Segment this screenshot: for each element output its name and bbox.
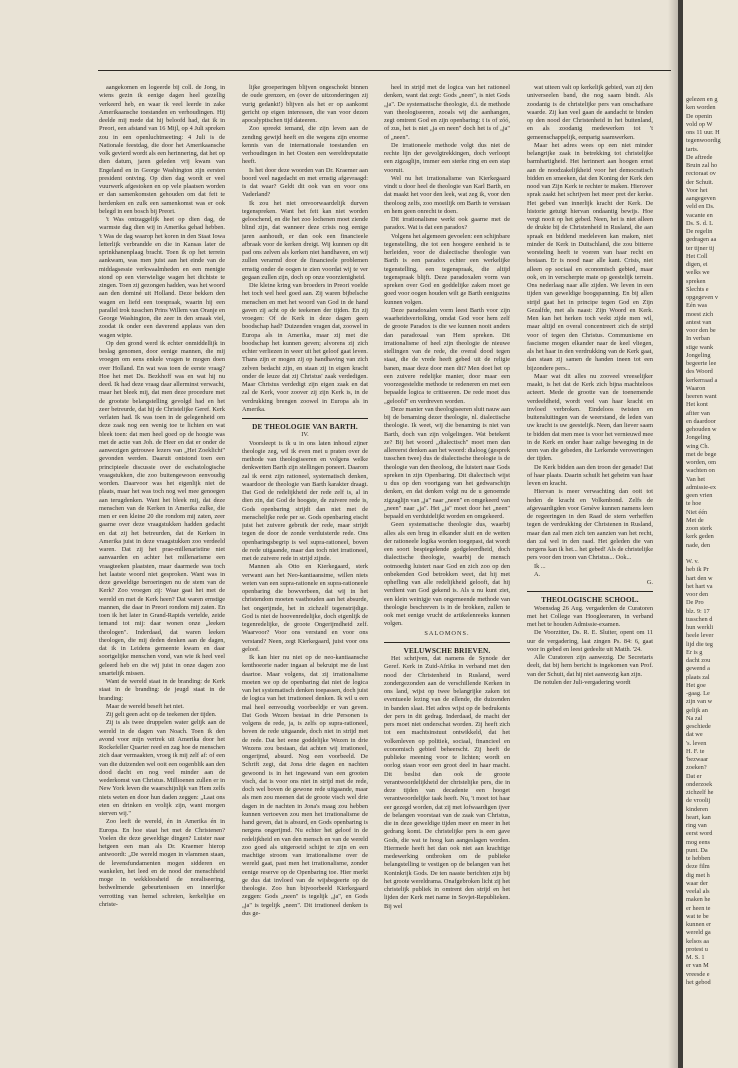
fragment-line: Jongeling <box>686 434 711 442</box>
paragraph: Woensdag 26 Aug. vergaderden de Curatoren met het College van Hoogleeraren, in verband met het te houden Admissie-examen. <box>527 604 653 628</box>
fragment-line: nade, den <box>686 541 711 549</box>
fragment-line: De regelin <box>686 228 713 235</box>
fragment-line: onderzoek <box>686 780 713 788</box>
fragment-line: mog eens <box>686 838 710 846</box>
fragment-line: waar der <box>686 879 708 887</box>
paragraph: aangekomen en logeerde bij coll. de Jong, in wiens gezin ik eenige dagen heel gezellig verkeerd heb, en waar ik veel leerde in zake Amerikaansche toestanden en verhoudingen. Hij deelde mij mede dat hij beloofd had, dat ik in Preori, een afstand van 16 Mijl, op 4 Juli spreken zou in een openluchtmeeting: 4 Juli is de Nationale feestdag, die door het Amerikaansche volk gevierd wordt als een herinnering, dat het op dien datum, jaren geleden vrij kwam van Engeland en in George Washington zijn eersten president ontving. Op dien dag wordt er veel vuurwerk afgestoken en op vele plaatsen worden er dan samenkomsten gehouden om dat feit te herdenken en zulk een samenkomst was er ook belegd in een bosch bij Preori. <box>99 84 225 215</box>
fragment-line: Jongeling <box>686 351 711 359</box>
fragment-line: kelsos aa <box>686 937 709 945</box>
column-4 <box>527 84 653 1064</box>
fragment-line: Het kont <box>686 401 708 409</box>
fragment-line: tegenwoordig <box>686 137 721 145</box>
paragraph: Zij is als twee druppelen water gelijk aan de wereld in de dagen van Noach. Toen ik den avond voor mijn vertrek uit Amerika door het Rockefeller Quarter reed en zag hoe de menschen zich daar vermaakten, vroeg ik mij zelf af: of een van die duizenden wel ooit een oogenblik aan den dood dacht en nog veel minder aan de wederkomst van Christus. Millioenen zullen er in New York leven die waarschijnlijk van Hem zelfs niets weten en door hun daden zeggen: „Laat ons eten en drinken en vrolijk zijn, want morgen sterven wij." <box>99 719 225 817</box>
fragment-line: moest zich <box>686 310 714 318</box>
fragment-line: met de bege <box>686 450 717 458</box>
paragraph: Op den grond werd ik echter onmiddellijk in beslag genomen, door eenige mannen, die mij vroegen om eens enkele vragen te mogen doen over Holland. En wat was toen de eerste vraag? Hoe het met Ds. Bezkhoff was en wat hij nu deed. Ik had deze vraag daar allerminst verwacht, maar het bleek mij, dat men deze procedure met de grootste belangstelling gevolgd had en het zeer betreurde, dat hij de Christelijke Geref. Kerk verlaten had. Ik was toen in de gelegenheid om deze zaak nog een wenig toe te lichten en wat bleek toen: dat men heel goed op de hoogte was met de actie van Joh. de Heer en dat er onder de aanwezigen getrouwe lezers van „Het Zoeklicht" gevonden werden. Daaruit ontstond toen een principieele discussie over de eschatologische vraagstukken, die zoo buitengewoon eenvoudig worden. Daarvoor was het eigenlijk niet de plaats, maar het was toch nog wel mee genoegen aan terugdenken. Want het bleek mij, dat deze menschen van de Kerken in Amerika zulke, die men er een kleine 20 die rondom mij zaten, zeer gaarne over deze vraagstukken hadden gedacht en dat zij het betreurden, dat de Kerken in Amerika juist in deze vraagstukken zoo verdeeld waren. Dat zij het prae-millenaristine niet aanvaarden en achter het millenarisme een vraagteeken plaatsten, maar daarmede was toch het laatste woord niet gesproken. Want was in deze geweldige beroeringen nu de stem van de Kerk? Zoo vroegen zij: Waar gaat het met de wereld en met de Kerk heen? Dat waren ernstige mannen, die daar in Preori rondom mij zaten. En toen ik het later in Grand-Rapids vertelde, zeide iemand tot mij: daar wonen onze „leeken theologen". Inderdaad, dat waren leeken theologen, die mij deden denken aan de dagen, dat ik in Leidens gemeente kwam en daar soortgelijke menschen vond, van wie ik heel veel geleerd heb en die wij juist in onze dagen zoo smartelijk missen. <box>99 339 225 677</box>
fragment-line: lijd die teg <box>686 640 713 648</box>
fragment-line: dat we <box>686 731 703 739</box>
section-divider <box>527 591 653 592</box>
fragment-line: er heen te <box>686 904 711 912</box>
author-signature: SALOMONS. <box>424 629 470 637</box>
fragment-line: Ds. S. d. L <box>686 219 713 227</box>
fragment-line: ring van <box>686 822 707 829</box>
paragraph: Maar de wereld beseft het niet. <box>106 702 184 710</box>
fragment-line: H. F. te <box>686 747 705 755</box>
fragment-line: kunnen er <box>686 921 712 928</box>
fragment-line: zijn van w <box>686 698 713 706</box>
paragraph: Maar wat dit alles nu zooveel vreeselijker maakt, is het dat de Kerk zich bijna machteloos acteert. Mede de grootte van de toenemende verdeeldheid, wordt veel van haar kracht en invloed verbroken. Eindeloos twisten en buitensluitingen van de weerstand, de leden van uw kracht is uw geestelijk. Neen, dan liever saam te bidden dat men mee is voor het vernieuwd mee in de Kerk en onder haar zalige beweging in de uren van die gebeden, die Lerkende veroveringen der tijden. <box>527 372 653 463</box>
fragment-line: zoeken? <box>686 764 707 772</box>
fragment-line: vold op W <box>686 120 713 128</box>
fragment-line: kerkerraad a <box>686 376 718 384</box>
fragment-line: worden, om <box>686 459 717 466</box>
fragment-line: begeerte lee <box>686 360 717 367</box>
fragment-line: De Pro <box>686 599 704 607</box>
fragment-line: De openin <box>686 112 713 120</box>
fragment-line: stige wank <box>686 343 714 351</box>
fragment-line: 's. leven <box>686 739 707 747</box>
author-signature-right: G. <box>646 579 653 586</box>
fragment-line: Er is g <box>686 648 703 656</box>
fragment-line: ken worden <box>686 104 716 112</box>
fragment-line: heeren want <box>686 393 717 400</box>
paragraph: Volgens het algemeen gevoelen: een schijnbare tegenstelling, die tot een hoogere eenheid is te herleiden, voor de dialectische theologie van Barth is een paradox echter een werkelijke tegenstelling, een tegenspraak, die altijd tegenspraak blijft. Deze paradoxalen vorm van spreken over God en goddelijke zaken moet ge goed voor oogen houden wilt ge Barth eenigszins kunnen volgen. <box>384 232 510 306</box>
paragraph: Zoo spreekt iemand, die zijn leven aan de zending gewijd heeft en die wegens zijn enorme kennis van de internationale toestanden en verhoudingen in het Oosten een wereldreputatie heeft. <box>242 125 368 166</box>
fragment-line: plaats zal <box>686 673 710 681</box>
fragment-line: gedragen aa <box>686 236 717 244</box>
fragment-line: gelijk an <box>686 706 708 714</box>
section-heading-barth: DE THEOLOGIE VAN BARTH. <box>252 423 358 431</box>
paragraph: Dit irrationalisme werkt ook gaarne met de paradox. Wat is dat een paradox? <box>384 216 510 232</box>
fragment-line: protest u <box>686 945 708 953</box>
paragraph: A. <box>534 570 541 578</box>
fragment-line <box>686 550 738 558</box>
paragraph: Deze manier van theologiseeren sluit nauw aan bij de benaming dezer theologie, nl. dialectische theologie. Ik weet, wij die benaming is niet van Barth, doch van zijn volgelingen. Wat betekent ze? Bij het woord „dialectisch" moet men dan allereerst denken aan het woord: dialoog (gesprek tusschen twee) dus de dialectische theologie is de theologie van den theoloog, die luistert naar Gods spreken in zijn Openbaring. Dit dialectisch wijst u dus op den voortgang van het gedwarschijn denken, en dat denken volgt nu de u genoemde zigzaglijn van „ja" naar „neen" en omgekeerd van „neen" naar „ja". Het „ja" moet door het „neen" bepaald en verduidelijkt worden en omgekeerd. <box>384 405 510 520</box>
column-3 <box>384 84 510 1064</box>
fragment-line: gelezen en g <box>686 96 718 103</box>
fragment-line: het hart va <box>686 582 713 590</box>
fragment-line: te hebben <box>686 855 711 862</box>
fragment-line: gewend a <box>686 665 710 673</box>
fragment-line: hun werkli <box>686 624 714 631</box>
fragment-line: M. S. 1 <box>686 954 705 961</box>
fragment-line: spreken <box>686 277 706 285</box>
fragment-line: Voor het <box>686 186 708 194</box>
fragment-line: heb ik Pr <box>686 566 709 574</box>
paragraph: De Voorzitter, Ds. R. E. Sluiter, opent om 11 uur de vergadering, laat zingen Ps. 84: 6, gaat voor in gebed en leest gedeelte uit Matth. '24. <box>527 629 653 653</box>
fragment-line: des Woord <box>686 368 713 376</box>
fragment-line: en daardoor <box>686 417 716 425</box>
fragment-line: wat te be <box>686 912 709 920</box>
fragment-line: tusschen d <box>686 615 713 623</box>
fragment-line: ons 11 uur. H <box>686 129 720 136</box>
paragraph: wat uiteen valt op kerkelijk gebied, van zij den universeelen band, die nog saam bindt. Als zoodanig is de christelijke pers van onschatbare waarde. Zij kan veel gaan de aandacht te binden op den nood der Christenheid in het buitenland, en als zoodanig medewerken tot 't gemeenschappelijk, eenparig saamwerken. <box>527 84 653 141</box>
fragment-line: admissie-ex <box>686 483 717 491</box>
fragment-line: dig met h <box>686 871 710 879</box>
paragraph: Hiervan is meer verwachting dan ooit tot heden de kracht en Volkenbond. Zelfs de afgevaardigden voor Genève kunnen namens leen de regeeringen in den Raad de stem verheffen tegen de verdrukking der Christenen in Rusland, maar dan zal men zich ten aanzien van het recht, dan zal wel in den raad. Het geleden die van nergens kan ik het... het gebed! Als de christelijke pers voor den troon van Christus... Ook... <box>527 488 653 562</box>
fragment-line: kinderen <box>686 805 709 813</box>
fragment-line: Dat er <box>686 772 702 780</box>
paragraph: Ik ... <box>534 562 546 570</box>
section-divider <box>242 418 368 419</box>
paragraph: Alle Curatoren zijn aanwezig. De Secretaris deelt, dat bij hem bericht is ingekomen van Prof. van der Schuit, dat hij niet aanwezig kan zijn. <box>527 654 653 678</box>
fragment-line: Het goe <box>686 681 706 689</box>
fragment-line: het gebod <box>686 978 711 986</box>
fragment-line: zoon sterk <box>686 525 713 532</box>
section-heading-veluwsche: VELUWSCHE BRIEVEN. <box>403 646 491 655</box>
fragment-line: opgegeven v <box>686 294 718 301</box>
fragment-line: blz. 9: 17 <box>686 607 710 615</box>
fragment-line: wachten on <box>686 467 715 475</box>
fragment-line: Na zal <box>686 714 703 722</box>
fragment-line: der Schuit. <box>686 178 714 186</box>
column-1 <box>99 84 225 1064</box>
fragment-line: voor den <box>686 591 709 598</box>
paragraph: Ik kan hier nu niet op de neo-kantiaansche kenthoeorie nader ingaan al bekruipt me de lust daartoe. Maar volgens, dat zij irrationalisme moeten we op de openbaring dat niet de logica van het systematisch denken toepassen, doch juist de logica van het irrationeel denken. Ik wil u een mal heel eenvoudig voorbeeldje er van geven. Dat Gods Wezen bestaat in drie Personen is volgens de rede, ja, is zelfs op supra-rationeel, boven de rede uitgaande, doch niet in strijd met de rede. Dat het eene goddelijke Wezen in drie Wezens zou bestaan, dat achten wij irrationeel, ongerijmd, absurd. Nog een voorbeeld. De Schrift zegt, dat Jona drie dagen en nachten gewoond is in het ingewand van een grooten visch, dat is voor ons niet in strijd met de rede, doch wel boven de gewone rede uitgaande, maar als men zou meenen dat de groote visch wel drie dagen in de nachten in Jona's maag zou hebben kunnen vertoeven zou men het irrationalisme de hand geven, dat is absurd, en Gods openbaring is nergens ongerijmd. Nu echter het geloof in de redelijkheid en van den mensch en van de wereld zoo goed als uitgeroeid schijnt te zijn en een machtige stroom van irrationalisme over de wereld gaat, past men het irrationalisme, zonder eenige reserve op de Openbaring toe. Hier merkt ge dus dat invloed van de wijsbegeerte op de theologie. Zoo hun bijvoorbeeld Kierkegaard zeggen: Gods „neen" is tegelijk „ja", en Gods „ja" is tegelijk „neen". Dit irrationeel denken is dus ge- <box>242 654 368 917</box>
paragraph: lijke groeperingen blijven ongeschokt binnen de oude grenzen, en (over de uitzonderingen zij vurig gedankt!) blijven als het er op aankomt gericht op eigen interessen, die van voor dezen apocalyptischen tijd dateeren. <box>242 84 368 124</box>
fragment-line: Het Coll <box>686 252 708 260</box>
fragment-line: -gaag. Le <box>686 690 710 697</box>
paragraph: De Kerk bidden aan den troon der genade! Dat of haar plaats. Daarin schuilt het geheim van haar leven en kracht. <box>527 463 653 487</box>
fragment-line: digen, ei <box>686 261 708 268</box>
paragraph: Wel nu het irrationalisme van Kierkegaard vindt u door heel de theologie van Karl Barth, en dat maakt het voor den leek, wat zeg ik, voor den theoloog zelfs, zoo moeilijk om Barth te verstaan en hem geen onrecht te doen. <box>384 174 510 215</box>
fragment-line: Bruin zal ho <box>686 162 718 169</box>
column-2 <box>242 84 368 1064</box>
section-divider <box>384 642 510 643</box>
fragment-line: kerk geden <box>686 533 714 541</box>
fragment-line: antest van <box>686 318 712 326</box>
fragment-line: W. v. <box>686 558 699 565</box>
fragment-line: Van het <box>686 475 706 483</box>
fragment-line: Waaron <box>686 384 706 392</box>
fragment-line: vacante en <box>686 211 713 219</box>
fragment-line: aangegeven <box>686 195 716 202</box>
fragment-line: rectoraat ov <box>686 170 716 178</box>
paragraph: Geen systematische theologie dus, waarbij alles als een brug in elkander sluit en de wetten der rationeele logika worden toegepast, dat wordt een soort bespiegelende godgeleerdheid, doch dialectische theologie, waarbij de mensch ootmoedig luistert naar God en zich zoo op den onbekenden God betrokken weet, dat hij met ophefling van alle redelijkheid gelooft, dat hij verdient van God gekend is. Als u nu kunt ziet, een klein weinigje van ongemeende methode van theologie beschreven is in de brokken, zullen te ook met eenige vrucht de artikelenreeks kunnen volgen. <box>384 521 510 628</box>
fragment-line: gehouden w <box>686 426 717 433</box>
paragraph: Het schrijven, dat namens de Synode der Geref. Kerk in Zuid-Afrika in verband met den nood der Christenheid in Rusland, werd zondergezonden aan de verschillende Kerken in ons land, wijst op twee belangrijke zaken tot eventueele lezing van de ellende, die duizenden in banden slaat. Het adres wijst op de bedrukenis der pers in dit gedrag. Inderdaad, de macht der pers moet niet onderschat worden. Zij heeft zich tot een machtsinstuut ontwikkeld, dat het volkenleven op politiek, sociaal, financieel en economisch gebied beheerscht. Zij heeft de publieke meening voor te lichten; wordt en oorlog staan voor een groot deel in haar macht. Dit beslist dan ook de groote verantwoordelijkheid der christelijke pers, die in deze tijden van decadente een hooget verantwoordelijke taak heeft. Nu, 't moet tot haar eer gezegd worden, dat zij met lofwaardigen ijver de belangen voorstaat van de zaak van Christus, die in deze geweldige tijden meer en meer in het gedrang komt. De christelijke pers is een gave Gods, die wat te hoog kan aangeslagen worden. Hiermede heeft het dan ook niet aan krachtige medewerking ontbroken om de publieke belangstelling te vestigen op de belangen van het Koninkrijk Gods. De ten naaste berichten zijn bij het groote wereldrama. Onafgebroken licht zij het christelijk publiek in omtrent den strijd en het lijden der Kerk met name in Sovjet-Republieken. Bij wel <box>384 655 510 910</box>
paragraph: De irrationeele methode volgt dus niet de rechte lijn der gevolgtrekkingen, doch verloopt een zigzaglijn, immer een sterke ring en een stap vooruit. <box>384 141 510 174</box>
fragment-line: In verban <box>686 335 710 343</box>
fragment-line: ter tijner tij <box>686 244 715 252</box>
fragment-line: 'bezwaar <box>686 756 709 763</box>
paragraph: Zij gelt geen acht op de teekenen der tijden. <box>106 711 217 718</box>
fragment-line: geschiede <box>686 723 711 730</box>
fragment-line: deze film <box>686 863 710 871</box>
fragment-line: De aftrede <box>686 153 713 161</box>
fragment-line: veelal als <box>686 888 710 895</box>
top-rule <box>98 70 671 71</box>
fragment-line: tarts. <box>686 145 699 153</box>
next-page-edge <box>683 0 738 1068</box>
fragment-line: dacht zou <box>686 657 711 664</box>
fragment-line: welks we <box>686 269 710 277</box>
fragment-line: heele lever <box>686 632 714 640</box>
fragment-line: er van M <box>686 962 709 970</box>
fragment-line: eerst word <box>686 830 713 838</box>
section-number: IV. <box>301 431 309 439</box>
paragraph: Mannen als Otto en Kierkegaard, sterk verwant aan het Neo-kantiaansime, willen niets weten van een supra-rationele en supra-rationeele openbaring die bowverbeen, dat wij in het christendom moeten vasthouden aan het absurde, het ongerijmde, het in zichzelf tegenstrijdige. God is niet de hoovenredelijke, doch eigenlijk de tegenredelijke, de groote Ongerijmdheid zelf. Waarvoor? Voor ons verstand en voor ons verstand? Neen, zegt Kierkegaard, juist voor ons geloof. <box>242 563 368 653</box>
fragment-line: Met de <box>686 516 704 524</box>
paragraph: Deze paradoxalen vorm leest Barth voor zijn waarheidsvertolking, omdat God voor hem zelf de groote Paradox is die we kunnen nooit anders dan paradoxaal van Hem spreken. Dit irrationalisme of heel zijn theologie de nieuwe stellingen van de rede, die overal dood tegen staat, die de vrede heeft gebed uit de religie banen, maar deze door men dit? Men doet het op een zuivere redelijke manier, door maar een voorzegesteldie methode te redeneren en met een bepaalde logica te critiseeren. De rede moet dus „geloofd" en verdreven worden. <box>384 306 510 405</box>
paragraph: Die kleine kring van broeders in Preori voelde het toch wel heel goed aan. Zij waren bijbelsche menschen en met het woord van God in de hand gaven zij acht op de teekenen der tijden. En zij vroegen: Of de Kerk in deze dagen geen boodschap had? Duizenden vragen dat, zoowel in Europa als in Amerika, maar zij met die boodschap het kunnen geven; alvorens zij zich echter verliezen in weer uit het geloof gaat leven. Thans zijn er mogen zij op handhaving van zich zelven bedacht zijn, en staan zij in eigen kracht onder de leuze dat zij Christus' zaak verdedigen. Maar Christus verdedigt zijn eigen zaak en dat zal de Kerk, voor zoover zij zijn Kerk is, in de verdrukking brengen zoowel in Europa als in Amerika. <box>242 282 368 413</box>
section-heading-school: THEOLOGISCHE SCHOOL. <box>541 596 639 605</box>
paragraph: Maar het adres wees op een niet minder belangrijke zaak in betrekking tot christelijke barmhartigheid. Het herinnert aan hoogen ernst aan de noodzakelijkheid voor het democratisch bidden en smeeken, dat den Koning der Kerk den nood van Zijn Kerk te rechter te maken. Hierover sprak zaakt het schrijven het meer pret der kerke. Het gebed van innerlijk kracht der Kerk. De historie getuigt hiervan ondaantig bewijs. Hoe vergt nooit op het gebed. Neen, het is niet alleen de drukte bij de Christenheid in Rusland, die aan spraak en biddend medeleven kan maken, niet minder de Kerk in Duitschland, die zou bitterre worsteling heeft te voeren van haar recht en bestaan. Er is nood naar alle kant. Crisis, niet alleen op sociaal en economisch gebied, maar ook, en in verscherpte mate op geestelijk terrein. Ons nederlaag naar alle zijden. We leven in een tijden van geweldige boogspanning. En bij allen strijd gaat het in principe tegen God en Zijn Gezalfde, met als naast: Zijn Woord en Kerk. Men kan het herken toch wekt zijde men wil, maar altijd en overal concentreert zich de strijd voor of tegen den Christus. Communisme en fascisme mogen elkander naar de keel vliegen, als het haar in den verdrukking van de Kerk gaat, dan staan zij samen de handen ineen tot een bijzondere pers... <box>527 141 653 372</box>
fragment-line: te hoe <box>686 500 702 508</box>
fragment-line: Slechts e <box>686 285 709 293</box>
fragment-line: wereld ga <box>686 929 711 937</box>
fragment-line: heart, kan <box>686 813 711 821</box>
fragment-line: de vroolij <box>686 797 711 805</box>
fragment-line: veld en Ds. <box>686 203 715 211</box>
fragment-line: hart den w <box>686 574 713 582</box>
fragment-line: punt. Da <box>686 846 708 854</box>
paragraph: 't Was ontzaggelijk heet op dien dag, de warmste dag dien wij in Amerika gehad hebben. 't Was de dag waarop het koren in den Staat Iowa letterlijk verbrandde en die in Kansas later de sprinkhanenplaag bracht. Toen ik op het terrein aankwam, was men juist aan het einde van de middagsessie verkwaalmheden en een menigte stond op een vierwielige wagen het dichtste te zingen. Toen zij gezongen hadden, was het woord aan den dominé uit Holland. Deze bekken den wagen en liefd een toespraak, waarin hij een parallel trok tusschen Prins Willem van Oranje en George Washington, die zeer in den smaak viel, zoodat ik onder een daverend applaus van den wagen wipte. <box>99 216 225 339</box>
next-page-text <box>683 0 738 987</box>
paragraph: Want de wereld staat in de branding: de Kerk staat in de branding: de jeugd staat in de branding: <box>99 678 225 702</box>
fragment-line: maken he <box>686 896 711 904</box>
paragraph: heel in strijd met de logica van het rationeel denken, want dat zegt: Gods „neen", is niet Gods „ja". De systematische theologie, d.i. de methode van theologiseeren, zooals wij die aanhangen, zegt omtrent God en zijn openbaring: t is of zóó, of zus, het is niet „ja en neen" doch het is of „ja" of „neen". <box>384 84 510 141</box>
fragment-line: wing Ch. <box>686 442 710 450</box>
paragraph: Ik zou het niet onvoorwaardelijk durven tegenspreken. Want het feit kan niet worden geloochend, en die het zoo lochenen moet ziende blind zijn, dat wanneer deze crisis nog eenige jaren aanhoudt, er dan ook een financieele afbraak voor de kerken dreigt. Wij kunnen op dit pad ons zelven als kerken niet handhaven, en wij zullen verarmd door de financieele problemen ernstig onder de oogen te zien voordat wij te ver gegaan zullen zijn, doch op onze voorzienigheid. <box>242 199 368 281</box>
fragment-line: Eén was <box>686 302 708 310</box>
paragraph: Voorsleept is ik u in ons laten inhoud zijner theologie zeg, wil ik even met u praten over de methode van theologiseeren en volgens welke denkwetten Barth zijn stellingen poneert. Daarom zal ik eerst zijn rationeel, systematisch denken, waardoor de theologie van Barth karakter draagt. Dat God de redelijkheid der rede zelf is, al in dien zin, dat God de hoogste, de zuivere rede is, Gods openbaring strijdt dan niet met de menschelijke rede per se. Gods openbaring eischt juist het zuivere gebruik der rede, maar strijdt tegen de door de zonde verduisterde rede. Ons openbaringsbegrip is wel supra-rationeel, boven de rede uitgaande, maar dan toch niet irrationeel, met de zuivere rede in strijd zijnde. <box>242 439 368 562</box>
fragment-line: afiter van <box>686 409 710 417</box>
fragment-line: voor den be <box>686 327 716 334</box>
fragment-line: Niet één <box>686 508 708 516</box>
paragraph: Is het door deze woorden van Dr. Kraemer aan boord veel nagedacht en met ernstig afgevraagd: is dat waar? Geldt dit ook van en voor ons Vaderland? <box>242 166 368 199</box>
paragraph: De notulen der Juli-vergadering wordt <box>534 678 631 686</box>
fragment-line: vreesde e <box>686 970 710 978</box>
fragment-line: zichzelf he <box>686 789 714 796</box>
fragment-line: geen vrien <box>686 492 713 499</box>
paragraph: Zoo leeft de wereld, én in Amerika én in Europa. En hoe staat het met de Christenen? Voelen die deze geweldige dingen? Luister naar hetgeen een man als Dr. Kraemer hierop antwoordt: „De wereld mogen in vlammen staan, de levensfundamenten mogen sidderen en wankelen, het leed en de nood der menschheid moge in wekkloosheid de noraliseering, bedwelmende gebeurtenissen en innerlijke verrotting van hemel schreien, kerkelijke en christe- <box>99 818 225 908</box>
